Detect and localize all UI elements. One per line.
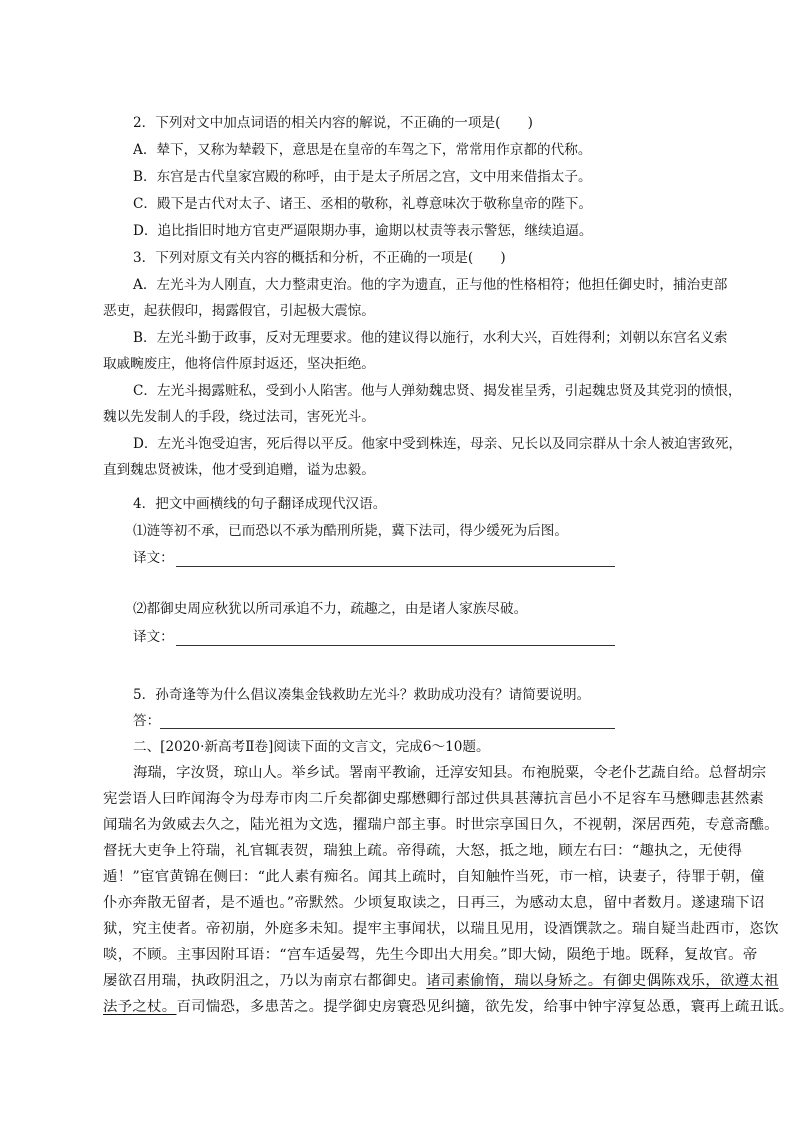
q3-stem: 3．下列对原文有关内容的概括和分析，不正确的一项是( ) bbox=[133, 250, 506, 266]
passage-line-6: 仆亦奔散无留者，是不遁也。”帝默然。少顷复取读之，日再三，为感动太息，留中者数月。遂逮瑞下诏 bbox=[103, 895, 765, 911]
q3-option-c-line1: C．左光斗揭露赃私，受到小人陷害。他与人弹劾魏忠贤、揭发崔呈秀，引起魏忠贤及其党羽的愤恨， bbox=[133, 383, 742, 399]
underlined-sentence-2a: 有御史偶陈戏乐，欲遵太祖 bbox=[602, 973, 779, 989]
passage-line-2: 宪尝语人曰昨闻海令为母寿市肉二斤矣都御史鄢懋卿行部过供具甚薄抗言邑小不足容车马懋卿恚甚然素 bbox=[103, 791, 765, 807]
q4-answer-line-2[interactable] bbox=[176, 645, 615, 646]
underlined-sentence-1: 诸司素偷惰，瑞以身矫之。 bbox=[426, 973, 603, 989]
q3-option-c-line2: 魏以先发制人的手段，绕过法司，害死光斗。 bbox=[103, 409, 375, 425]
q2-option-a: A．辇下，又称为辇毂下，意思是在皇帝的车驾之下，常常用作京都的代称。 bbox=[133, 142, 592, 158]
passage-line-8: 啖，不顾。主事因附耳语：“宫车适晏驾，先生今即出大用矣。”即大恸，陨绝于地。既释，复故官。帝 bbox=[103, 947, 758, 963]
q3-option-a-line2: 恶吏，起获假印，揭露假官，引起极大震惊。 bbox=[103, 303, 375, 319]
passage-line-10-text: 百司惴恐，多患苦之。提学御史房寰恐见纠擿，欲先发，给事中钟宇淳复怂恿，寰再上疏丑诋。 bbox=[176, 999, 794, 1015]
q2-option-d: D．追比指旧时地方官吏严逼限期办事，逾期以杖责等表示警惩，继续追逼。 bbox=[133, 223, 593, 239]
underlined-sentence-2b: 法予之杖。 bbox=[103, 999, 177, 1015]
q5-answer-label: 答： bbox=[133, 713, 161, 729]
q3-option-b-line1: B．左光斗勤于政事，反对无理要求。他的建议得以施行，水利大兴，百姓得利；刘朝以东宫名义索 bbox=[133, 330, 728, 346]
passage-line-5: 遁！”宦官黄锦在侧曰：“此人素有痴名。闻其上疏时，自知触忤当死，市一棺，诀妻子，待罪于朝，僮 bbox=[103, 869, 765, 885]
q4-stem: 4．把文中画横线的句子翻译成现代汉语。 bbox=[133, 496, 387, 512]
passage-line-1: 海瑞，字汝贤，琼山人。举乡试。署南平教谕，迁淳安知县。布袍脱粟，令老仆艺蔬自给。总督胡宗 bbox=[133, 765, 767, 781]
q3-option-a-line1: A．左光斗为人刚直，大力整肃吏治。他的字为遗直，正与他的性格相符；他担任御史时，捕治吏部 bbox=[133, 277, 728, 293]
q3-option-d-line1: D．左光斗饱受迫害，死后得以平反。他家中受到株连，母亲、兄长以及同宗群从十余人被迫害致死， bbox=[133, 436, 743, 452]
passage-line-9-text: 屡欲召用瑞，执政阴沮之，乃以为南京右都御史。 bbox=[103, 973, 427, 989]
q4-answer-line-1[interactable] bbox=[176, 566, 615, 567]
passage-line-4: 督抚大吏争上符瑞，礼官辄表贺，瑞独上疏。帝得疏，大怒，抵之地，顾左右曰：“趣执之，无使得 bbox=[103, 843, 743, 859]
passage-line-3: 闻瑞名为敛威去久之，陆光祖为文选，擢瑞户部主事。时世宗享国日久，不视朝，深居西苑，专意斋醮。 bbox=[103, 817, 779, 833]
passage-line-10 bbox=[103, 996, 794, 1018]
q3-option-d-line2: 直到魏忠贤被诛，他才受到追赠，谥为忠毅。 bbox=[103, 462, 375, 478]
section2-heading: 二、[2020·新高考Ⅱ卷]阅读下面的文言文，完成6～10题。 bbox=[133, 739, 490, 755]
q3-option-b-line2: 取戚畹废庄，他将信件原封返还，坚决拒绝。 bbox=[103, 356, 375, 372]
q4-sentence-1: ⑴涟等初不承，已而恐以不承为酷刑所毙，冀下法司，得少缓死为后图。 bbox=[133, 523, 568, 539]
q5-answer-line[interactable] bbox=[160, 728, 615, 729]
passage-line-7: 狱，究主使者。帝初崩，外庭多未知。提牢主事闻状，以瑞且见用，设酒馔款之。瑞自疑当赴西市，恣饮 bbox=[103, 921, 779, 937]
q4-answer-label-1: 译文： bbox=[133, 550, 174, 566]
q4-sentence-2: ⑵都御史周应秋犹以所司承追不力，疏趣之，由是诸人家族尽破。 bbox=[133, 601, 528, 617]
q2-option-c: C．殿下是古代对太子、诸王、丞相的敬称，礼尊意味次于敬称皇帝的陛下。 bbox=[133, 196, 592, 212]
passage-line-9 bbox=[103, 970, 779, 992]
q5-stem: 5．孙奇逢等为什么倡议凑集金钱救助左光斗？救助成功没有？请简要说明。 bbox=[133, 687, 591, 703]
q4-answer-label-2: 译文： bbox=[133, 629, 174, 645]
q2-stem: 2．下列对文中加点词语的相关内容的解说，不正确的一项是( ) bbox=[133, 115, 533, 131]
q2-option-b: B．东宫是古代皇家宫殿的称呼，由于是太子所居之宫，文中用来借指太子。 bbox=[133, 169, 592, 185]
